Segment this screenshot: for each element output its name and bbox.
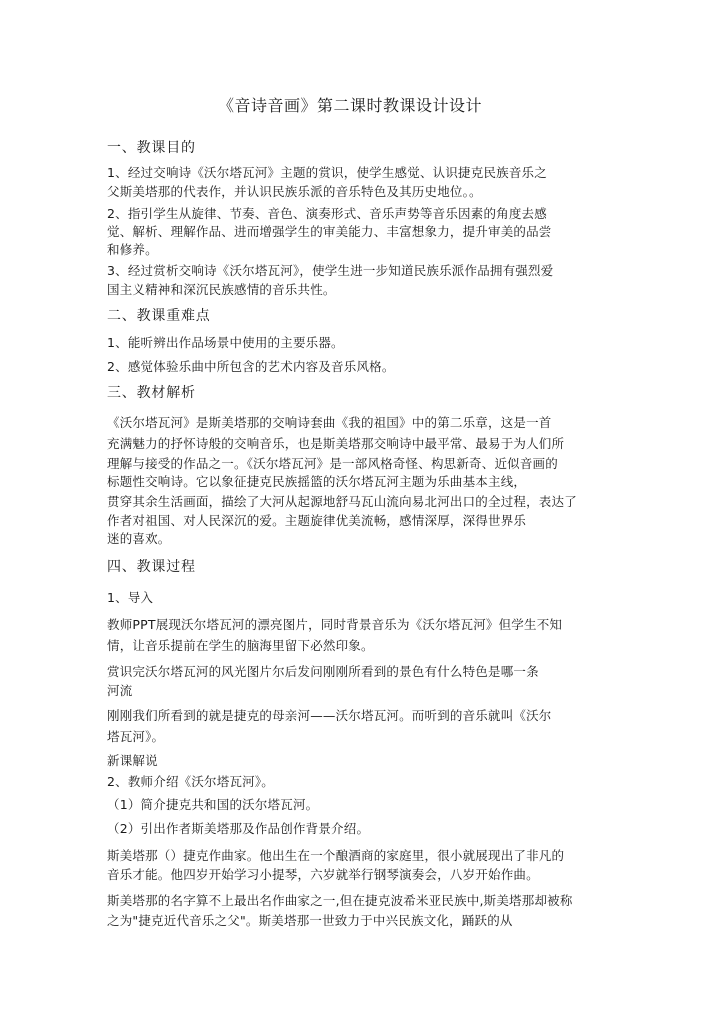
paragraph-line: 《沃尔塔瓦河》是斯美塔那的交响诗套曲《我的祖国》中的第二乐章，这是一首 xyxy=(107,415,552,430)
paragraph-line: 情，让音乐提前在学生的脑海里留下必然印象。 xyxy=(107,638,374,653)
paragraph-line: 赏识完沃尔塔瓦河的风光图片尔后发问刚刚所看到的景色有什么特色是哪一条 xyxy=(107,664,539,679)
paragraph-line: 之为"捷克近代音乐之父"。斯美塔那一世致力于中兴民族文化，踊跃的从 xyxy=(107,913,513,928)
paragraph-line: 充满魅力的抒怀诗般的交响音乐，也是斯美塔那交响诗中最平常、最易于为人们所 xyxy=(107,436,565,451)
paragraph-line: （2）引出作者斯美塔那及作品创作背景介绍。 xyxy=(107,821,370,836)
paragraph-line: 作者对祖国、对人民深沉的爱。主题旋律优美流畅，感情深厚，深得世界乐 xyxy=(107,513,527,528)
paragraph-line: 和修养。 xyxy=(107,242,158,257)
paragraph-line: 贯穿其余生活画面，描绘了大河从起源地舒马瓦山流向易北河出口的全过程，表达了 xyxy=(107,494,577,509)
paragraph-line: 斯美塔那（）捷克作曲家。他出生在一个酿酒商的家庭里，很小就展现出了非凡的 xyxy=(107,848,565,863)
paragraph-line: 1、能听辨出作品场景中使用的主要乐器。 xyxy=(107,335,344,350)
paragraph-line: 音乐才能。他四岁开始学习小提琴，六岁就举行钢琴演奏会，八岁开始作曲。 xyxy=(107,867,539,882)
section-heading-key-points: 二、教课重难点 xyxy=(107,308,211,324)
paragraph-line: 刚刚我们所看到的就是捷克的母亲河——沃尔塔瓦河。而听到的音乐就叫《沃尔 xyxy=(107,708,552,723)
paragraph-line: 3、经过赏析交响诗《沃尔塔瓦河》，使学生进一步知道民族乐派作品拥有强烈爱 xyxy=(107,263,554,278)
paragraph-line: 斯美塔那的名字算不上最出名作曲家之一,但在捷克波希米亚民族中,斯美塔那却被称 xyxy=(107,893,573,908)
section-heading-material-analysis: 三、教材解析 xyxy=(107,385,196,401)
paragraph-line: 1、经过交响诗《沃尔塔瓦河》主题的赏识，使学生感觉、认识捷克民族音乐之 xyxy=(107,165,547,180)
paragraph-line: 塔瓦河》。 xyxy=(107,729,165,744)
paragraph-line: （1）简介捷克共和国的沃尔塔瓦河。 xyxy=(107,797,319,812)
paragraph-line: 新课解说 xyxy=(107,753,158,768)
paragraph-line: 理解与接受的作品之一。《沃尔塔瓦河》是一部风格奇怪、构思新奇、近似音画的 xyxy=(107,456,558,471)
paragraph-line: 教师PPT展现沃尔塔瓦河的漂亮图片，同时背景音乐为《沃尔塔瓦河》但学生不知 xyxy=(107,617,563,632)
paragraph-line: 迷的喜欢。 xyxy=(107,531,171,546)
paragraph-line: 标题性交响诗。它以象征捷克民族摇篮的沃尔塔瓦河主题为乐曲基本主线， xyxy=(107,474,527,489)
paragraph-line: 2、教师介绍《沃尔塔瓦河》。 xyxy=(107,774,275,789)
paragraph-line: 2、指引学生从旋律、节奏、音色、演奏形式、音乐声势等音乐因素的角度去感 xyxy=(107,206,547,221)
page-title: 《音诗音画》第二课时教课设计设计 xyxy=(218,96,483,115)
paragraph-line: 2、感觉体验乐曲中所包含的艺术内容及音乐风格。 xyxy=(107,359,395,374)
paragraph-line: 国主义精神和深沉民族感情的音乐共性。 xyxy=(107,282,336,297)
section-heading-objectives: 一、教课目的 xyxy=(107,140,196,156)
paragraph-line: 父斯美塔那的代表作，并认识民族乐派的音乐特色及其历史地位。。 xyxy=(107,184,482,199)
section-heading-teaching-process: 四、教课过程 xyxy=(107,559,196,575)
paragraph-line: 觉、解析、理解作品、进而增强学生的审美能力、丰富想象力，提升审美的品尝 xyxy=(107,224,552,239)
paragraph-line: 河流 xyxy=(107,683,133,698)
subsection-heading-intro: 1、导入 xyxy=(107,590,154,605)
